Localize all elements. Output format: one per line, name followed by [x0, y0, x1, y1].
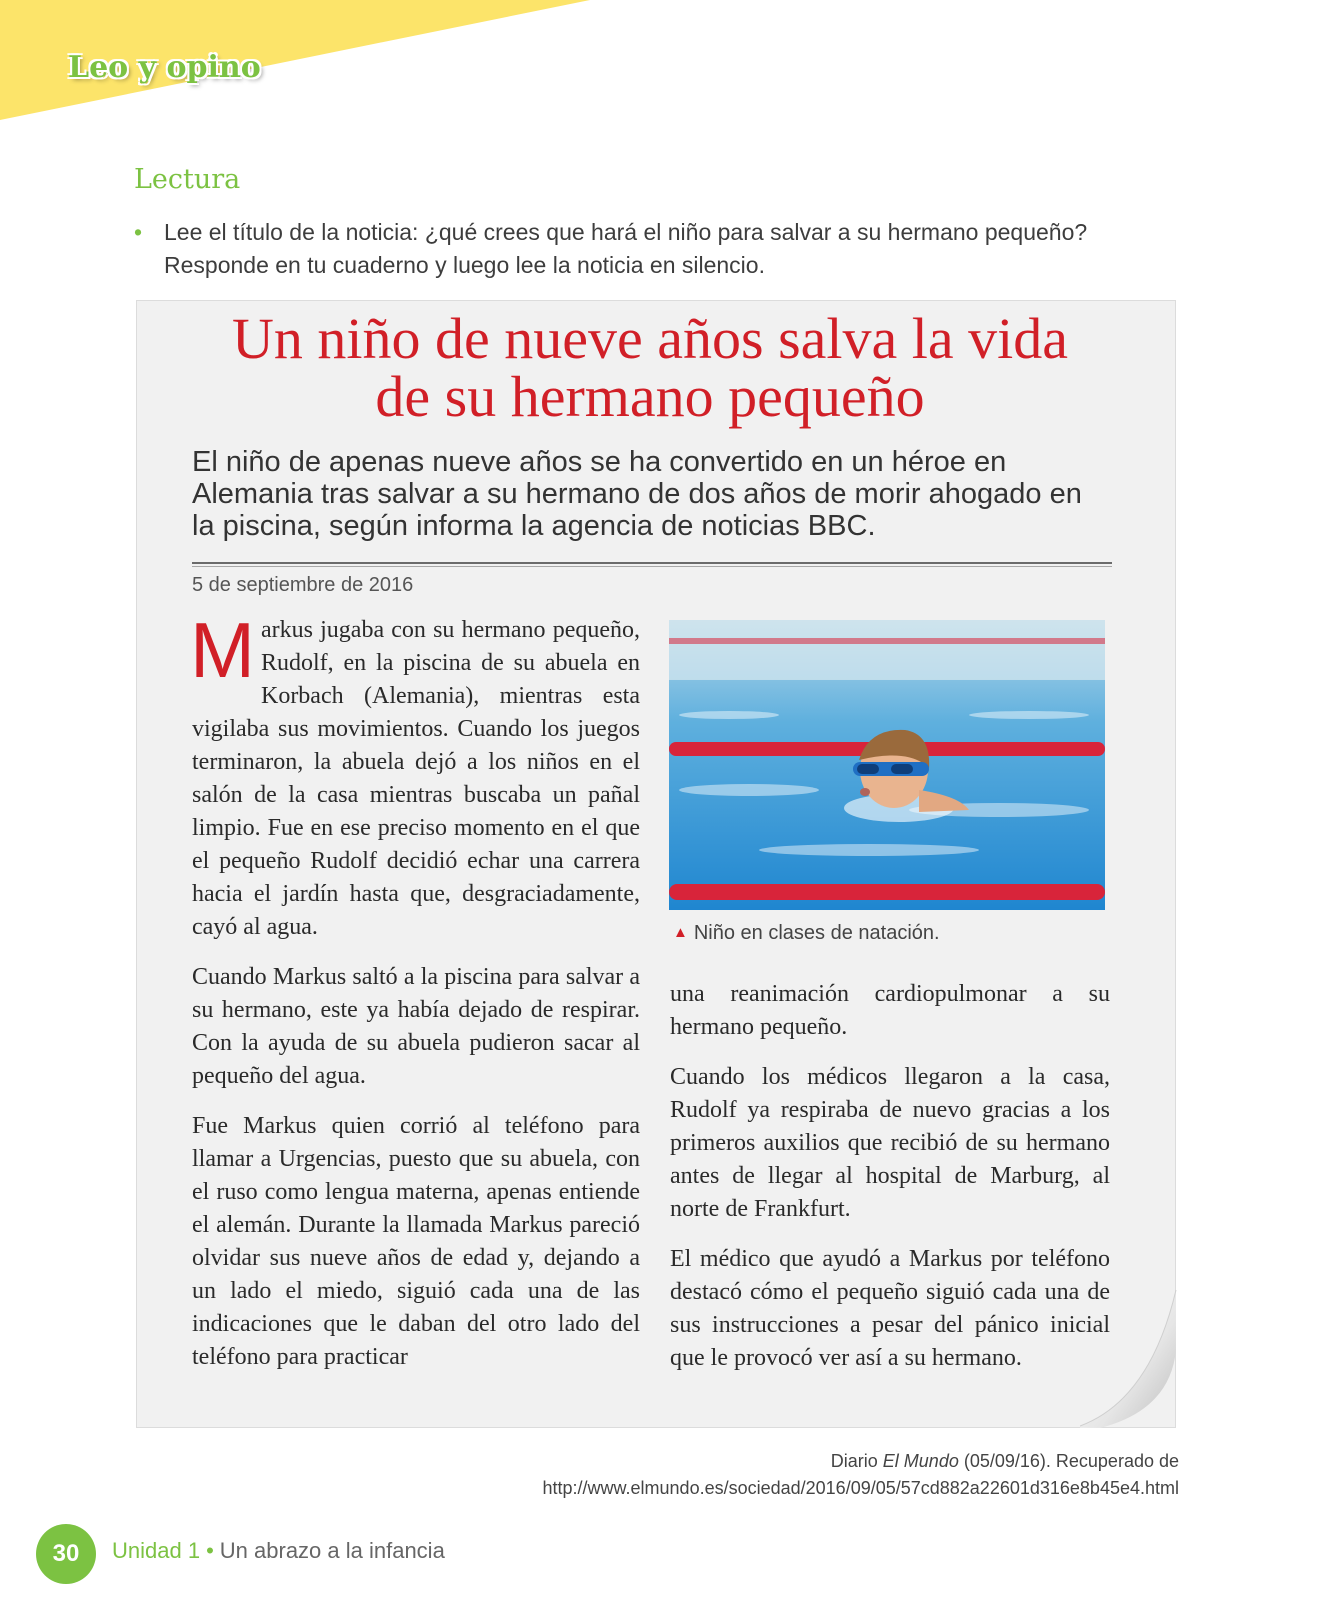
photo-caption [673, 922, 940, 945]
paragraph-1 [190, 606, 640, 944]
instruction-text: Lee el título de la noticia: ¿qué crees que hará el niño para salvar a su hermano pequeño? Responde en tu cuaderno y luego lee la noticia en silencio. [164, 219, 1088, 278]
divider [192, 562, 1112, 564]
source-newspaper: El Mundo [882, 1451, 959, 1471]
source-citation [543, 1448, 1180, 1502]
article-column-left [190, 606, 640, 1391]
unit-label: Unidad 1 [112, 1538, 201, 1563]
paragraph-4: una reanimación cardiopulmonar a su hermano pequeño. [670, 981, 1110, 1040]
divider-thin [192, 566, 1112, 567]
article-headline [190, 306, 1110, 429]
bullet-icon: • [134, 219, 143, 245]
instruction [134, 216, 1174, 282]
page-number: 30 [36, 1524, 96, 1584]
paragraph-5: Cuando los médicos llegaron a la casa, Rudolf ya respiraba de nuevo gracias a los primeros auxilios que recibió de su hermano antes de llegar al hospital de Marburg, al norte de Frankfurt. [670, 1064, 1110, 1222]
swimming-photo [669, 620, 1105, 910]
unit-topic: Un abrazo a la infancia [219, 1538, 445, 1563]
triangle-marker-icon: ▲ [673, 924, 688, 941]
article-column-right [670, 978, 1110, 1392]
section-tag: Leo y opino [68, 50, 261, 85]
section-heading: Lectura [134, 164, 241, 195]
paragraph-3: Fue Markus quien corrió al teléfono para llamar a Urgencias, puesto que su abuela, con el ruso como lengua materna, apenas entiende el alemán. Durante la llamada Markus pareció olvidar sus nueve años de edad y, dejando a un lado el miedo, siguió cada una de las indicaciones que le daban del otro lado del teléfono para practicar [192, 1113, 640, 1370]
paragraph-2: Cuando Markus saltó a la piscina para salvar a su hermano, este ya había dejado de respirar. Con la ayuda de su abuela pudieron sacar al pequeño del agua. [192, 964, 640, 1089]
footer-unit [112, 1538, 445, 1564]
source-url: http://www.elmundo.es/sociedad/2016/09/05/57cd882a22601d316e8b45e4.html [542, 1478, 1179, 1498]
drop-cap: M [190, 606, 255, 694]
separator-dot-icon: • [206, 1538, 214, 1563]
article-date: 5 de septiembre de 2016 [192, 574, 414, 596]
paragraph-1-text: arkus jugaba con su hermano pequeño, Rudolf, en la piscina de su abuela en Korbach (Alemania), mientras esta vigilaba sus movimientos. Cuando los juegos terminaron, la abuela dejó a los niños en el salón de la casa mientras buscaba un pañal limpio. Fue en ese preciso momento en el que el pequeño Rudolf decidió echar una carrera hacia el jardín hasta que, desgraciadamente, cayó al agua. [192, 617, 640, 940]
source-prefix: Diario [830, 1451, 883, 1471]
source-line-1 [543, 1448, 1180, 1475]
headline-line-2: de su hermano pequeño [375, 364, 925, 429]
headline-line-1: Un niño de nueve años salva la vida [232, 306, 1068, 371]
paragraph-6: El médico que ayudó a Markus por teléfono destacó cómo el pequeño siguió cada una de sus instrucciones a pesar del pánico inicial que le provocó ver así a su hermano. [670, 1246, 1110, 1371]
source-suffix: (05/09/16). Recuperado de [958, 1451, 1179, 1471]
article-subhead: El niño de apenas nueve años se ha convertido en un héroe en Alemania tras salvar a su hermano de dos años de morir ahogado en la piscina, según informa la agencia de noticias BBC. [192, 446, 1082, 542]
photo-caption-text: Niño en clases de natación. [693, 922, 940, 944]
